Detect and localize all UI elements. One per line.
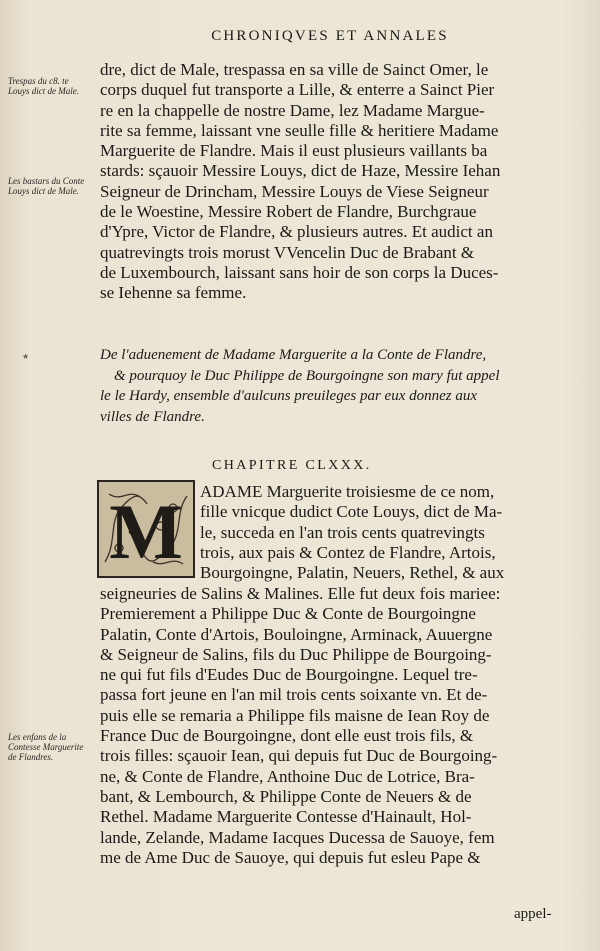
chapter-heading bbox=[100, 345, 562, 427]
text-line: passa fort jeune en l'an mil trois cents soixante vn. Et de- bbox=[100, 685, 488, 705]
text-line: seigneuries de Salins & Malines. Elle fut deux fois mariee: bbox=[100, 584, 501, 603]
text-line: Rethel. Madame Marguerite Contesse d'Hainault, Hol- bbox=[100, 807, 472, 827]
text-line: stards: sçauoir Messire Louys, dict de Haze, Messire Iehan bbox=[100, 161, 501, 181]
margin-note-bastars: Les bastars du Conte Louys dict de Male. bbox=[8, 176, 85, 196]
text-line: de le Woestine, Messire Robert de Flandre, Burchgraue bbox=[100, 202, 477, 222]
heading-line: & pourquoy le Duc Philippe de Bourgoingne son mary fut appel bbox=[114, 367, 500, 384]
text-line: bant, & Lembourch, & Philippe Conte de Neuers & de bbox=[100, 786, 472, 806]
heading-line: villes de Flandre. bbox=[100, 408, 205, 425]
initial-letter: M bbox=[109, 488, 183, 575]
running-head: CHRONIQVES ET ANNALES bbox=[211, 28, 449, 44]
text-line: ADAME Marguerite troisiesme de ce nom, bbox=[200, 482, 495, 501]
text-line: se Iehenne sa femme. bbox=[100, 283, 247, 303]
text-line: fille vnicque dudict Cote Louys, dict de Ma- bbox=[200, 502, 503, 522]
text-line: corps duquel fut transporte a Lille, & enterre a Sainct Pier bbox=[100, 80, 495, 100]
margin-note-trespas: Trespas du c8. te Louys dict de Male. bbox=[8, 76, 79, 96]
floral-ornament-icon bbox=[99, 482, 193, 576]
text-line: ne qui fut fils d'Eudes Duc de Bourgoingne. Lequel tre- bbox=[100, 665, 478, 685]
paragraph-2 bbox=[100, 584, 562, 868]
text-line: me de Ame Duc de Sauoye, qui depuis fut esleu Pape & bbox=[100, 847, 481, 867]
text-line: lande, Zelande, Madame Iacques Ducessa de Sauoye, fem bbox=[100, 827, 495, 847]
text-line: re en la chappelle de nostre Dame, lez Madame Margue- bbox=[100, 100, 485, 120]
text-line: Premierement a Philippe Duc & Conte de Bourgoingne bbox=[100, 604, 476, 624]
heading-line: De l'aduenement de Madame Marguerite a la Conte de Flandre, bbox=[100, 347, 487, 363]
text-line: Palatin, Conte d'Artois, Bouloingne, Arminack, Auuergne bbox=[100, 624, 493, 644]
text-line: trois, aux pais & Contez de Flandre, Artois, bbox=[200, 542, 496, 562]
text-line: Marguerite de Flandre. Mais il eust plusieurs vaillants ba bbox=[100, 141, 488, 161]
margin-mark: ★ bbox=[22, 352, 30, 361]
text-line: & Seigneur de Salins, fils du Duc Philippe de Bourgoing- bbox=[100, 644, 492, 664]
text-line: dre, dict de Male, trespassa en sa ville de Sainct Omer, le bbox=[100, 60, 489, 79]
text-line: rite sa femme, laissant vne seulle fille & heritiere Madame bbox=[100, 120, 499, 140]
text-line: puis elle se remaria a Philippe fils maisne de Iean Roy de bbox=[100, 705, 490, 725]
text-line: Seigneur de Drincham, Messire Louys de Viese Seigneur bbox=[100, 181, 489, 201]
text-line: ne, & Conte de Flandre, Anthoine Duc de Lotrice, Bra- bbox=[100, 766, 475, 786]
decorated-initial bbox=[97, 480, 195, 578]
text-line: Bourgoingne, Palatin, Neuers, Rethel, & aux bbox=[200, 563, 505, 583]
text-line: d'Ypre, Victor de Flandre, & plusieurs autres. Et audict an bbox=[100, 222, 493, 242]
catchword: appel- bbox=[514, 906, 552, 922]
text-line: quatrevingts trois morust VVencelin Duc de Brabant & bbox=[100, 242, 475, 262]
text-line: trois filles: sçauoir Iean, qui depuis fut Duc de Bourgoing- bbox=[100, 746, 498, 766]
chapter-number: CHAPITRE CLXXX. bbox=[212, 458, 372, 473]
paragraph-2-indented bbox=[200, 482, 562, 583]
heading-line: le le Hardy, ensemble d'aulcuns preuileges par eux donnez aux bbox=[100, 388, 478, 404]
text-line: de Luxembourch, laissant sans hoir de son corps la Duces- bbox=[100, 262, 499, 282]
text-line: le, succeda en l'an trois cents quatrevingts bbox=[200, 522, 485, 542]
paragraph-1 bbox=[100, 60, 562, 304]
margin-note-enfans: Les enfans de la Contesse Marguerite de Flandres. bbox=[8, 732, 84, 762]
text-line: France Duc de Bourgoingne, dont elle eust trois fils, & bbox=[100, 726, 474, 746]
